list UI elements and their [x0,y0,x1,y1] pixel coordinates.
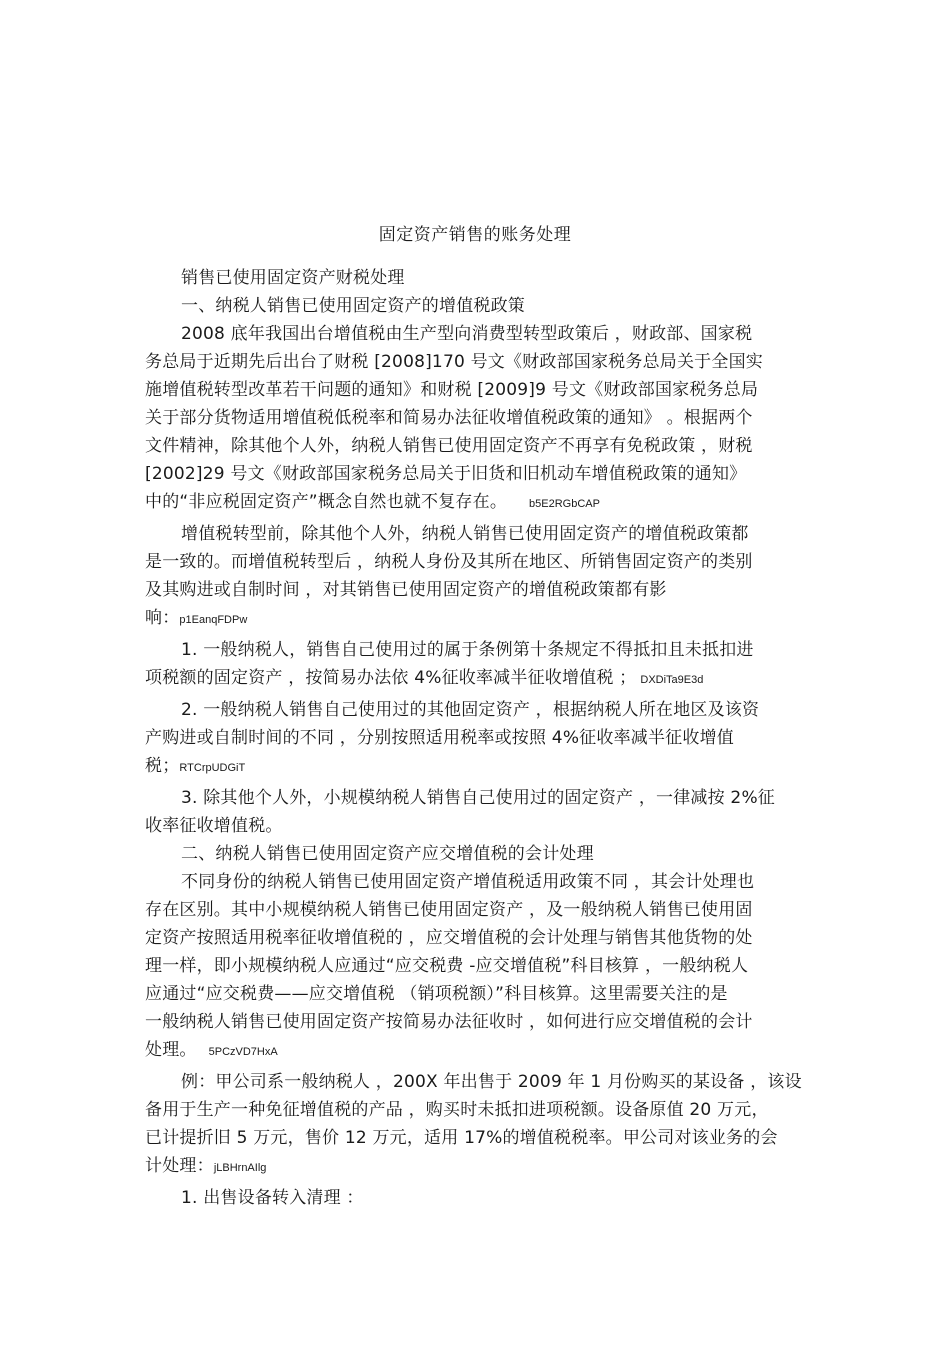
paragraph-line: 文件精神，除其他个人外，纳税人销售已使用固定资产不再享有免税政策 ，财税 [145,436,753,456]
list-item-line: 收率征收增值税。 [145,816,283,836]
watermark-code: jLBHrnAIlg [213,1162,267,1174]
paragraph-line [145,1152,815,1180]
paragraph-text: 响： [145,608,180,628]
paragraph-line: 施增值税转型改革若干问题的通知》和财税 [2009]9 号文《财政部国家税务总局 [145,380,759,400]
paragraph-line: [2002]29 号文《财政部国家税务总局关于旧货和旧机动车增值税政策的通知》 [145,464,747,484]
paragraph-line: 务总局于近期先后出台了财税 [2008]170 号文《财政部国家税务总局关于全国实 [145,352,763,372]
paragraph-line: 增值税转型前，除其他个人外，纳税人销售已使用固定资产的增值税政策都 [181,524,749,544]
paragraph-line: 理一样，即小规模纳税人应通过“应交税费 -应交增值税”科目核算 ，一般纳税人 [145,956,749,976]
section-heading: 销售已使用固定资产财税处理 [181,268,405,288]
section-heading: 二、纳税人销售已使用固定资产应交增值税的会计处理 [181,844,594,864]
paragraph-line: 定资产按照适用税率征收增值税的 ，应交增值税的会计处理与销售其他货物的处 [145,928,753,948]
paragraph-line: 一般纳税人销售已使用固定资产按简易办法征收时 ，如何进行应交增值税的会计 [145,1012,753,1032]
paragraph-text: 中的“非应税固定资产”概念自然也就不复存在。 [145,492,508,512]
paragraph-line [145,1036,815,1064]
paragraph-line [145,488,815,516]
paragraph-line: 不同身份的纳税人销售已使用固定资产增值税适用政策不同 ，其会计处理也 [181,872,755,892]
paragraph-text: 处理。 [145,1040,197,1060]
list-item-text: 税； [145,756,180,776]
paragraph-line: 2008 底年我国出台增值税由生产型向消费型转型政策后 ，财政部、国家税 [181,324,753,344]
document-body [145,264,815,1212]
list-item-line: 2. 一般纳税人销售自己使用过的其他固定资产 ，根据纳税人所在地区及该资 [181,700,760,720]
paragraph-line: 是一致的。而增值税转型后 ，纳税人身份及其所在地区、所销售固定资产的类别 [145,552,753,572]
list-item-line: 3. 除其他个人外，小规模纳税人销售自己使用过的固定资产 ，一律减按 2%征 [181,788,775,808]
paragraph-line: 关于部分货物适用增值税低税率和简易办法征收增值税政策的通知》 。根据两个 [145,408,753,428]
paragraph-line: 已计提折旧 5 万元，售价 12 万元，适用 17%的增值税税率。甲公司对该业务的会 [145,1128,778,1148]
list-item-line: 1. 一般纳税人，销售自己使用过的属于条例第十条规定不得抵扣且未抵扣进 [181,640,754,660]
document-title: 固定资产销售的账务处理 [378,225,572,245]
watermark-code: b5E2RGbCAP [529,498,600,510]
list-item-text: 项税额的固定资产 ，按简易办法依 4%征收率减半征收增值税 ； [145,668,637,688]
paragraph-line: 存在区别。其中小规模纳税人销售已使用固定资产 ，及一般纳税人销售已使用固 [145,900,753,920]
watermark-code: 5PCzVD7HxA [208,1046,278,1058]
paragraph-line [145,604,815,632]
watermark-code: RTCrpUDGiT [179,762,246,774]
paragraph-line: 例：甲公司系一般纳税人 ，200X 年出售于 2009 年 1 月份购买的某设备 ，该设 [181,1072,802,1092]
watermark-code: DXDiTa9E3d [640,674,704,686]
list-item-line [145,664,815,692]
paragraph-line: 及其购进或自制时间 ，对其销售已使用固定资产的增值税政策都有影 [145,580,667,600]
paragraph-line: 应通过“应交税费——应交增值税 （销项税额）”科目核算。这里需要关注的是 [145,984,728,1004]
paragraph-line: 备用于生产一种免征增值税的产品 ，购买时未抵扣进项税额。设备原值 20 万元， [145,1100,769,1120]
watermark-code: p1EanqFDPw [179,614,248,626]
paragraph-text: 计处理： [145,1156,214,1176]
section-heading: 一、纳税人销售已使用固定资产的增值税政策 [181,296,525,316]
list-item-line: 1. 出售设备转入清理 ： [181,1188,364,1208]
list-item-line [145,752,815,780]
list-item-line: 产购进或自制时间的不同 ，分别按照适用税率或按照 4%征收率减半征收增值 [145,728,734,748]
